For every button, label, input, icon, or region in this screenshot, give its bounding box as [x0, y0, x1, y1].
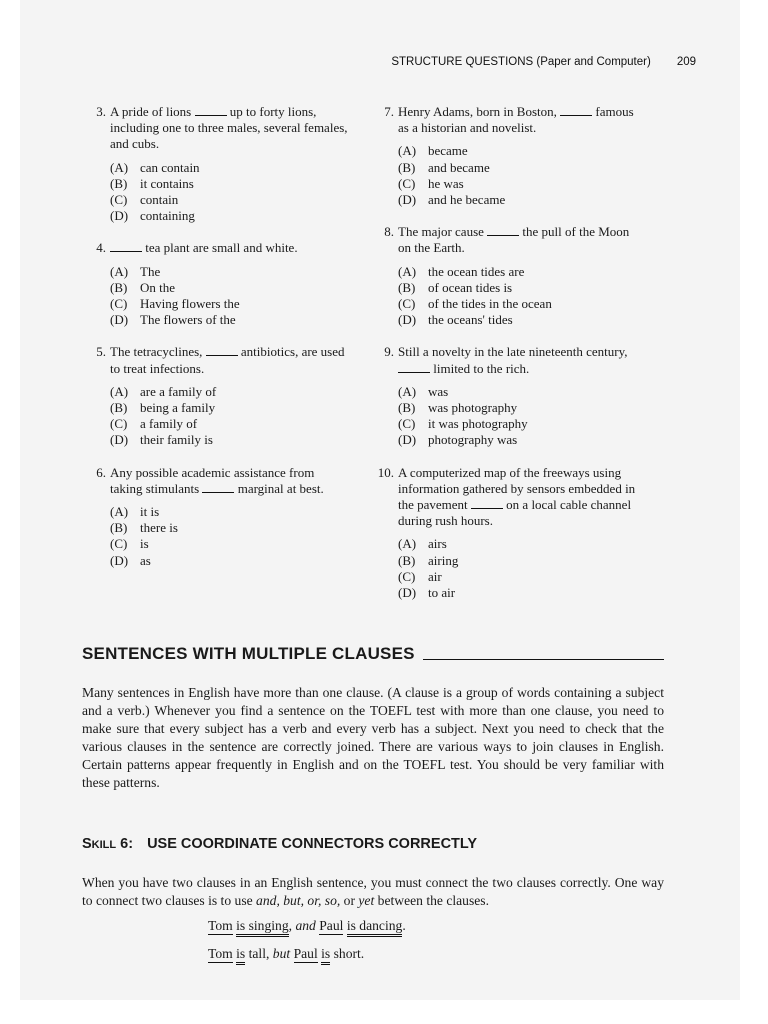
question-5: [86, 344, 348, 448]
option-b: (B) was photography: [398, 400, 518, 416]
running-head: [391, 56, 696, 68]
option-c: (C) Having flowers the: [110, 296, 240, 312]
question-8: [374, 224, 636, 328]
question-number: 6.: [96, 464, 106, 480]
answer-options: [110, 264, 348, 329]
answer-blank: [487, 225, 519, 236]
question-number: 3.: [96, 104, 106, 119]
subject: Tom: [208, 946, 233, 961]
coordinate-connector: and: [295, 918, 316, 933]
question-stem: Henry Adams, born in Boston, famous as a historian and novelist.: [398, 104, 634, 136]
option-c: (C) of the tides in the ocean: [398, 296, 552, 312]
option-d: (D) containing: [110, 208, 195, 224]
question-stem: A computerized map of the freeways using information gathered by sensors embedded in the pavement on a local cable channel during rush hours.: [398, 464, 636, 529]
connector-yet: yet: [358, 893, 375, 908]
question-10: [374, 465, 636, 602]
coordinate-connector: but: [272, 946, 291, 961]
question-number: 5.: [96, 344, 106, 360]
answer-blank: [195, 105, 227, 116]
answer-blank: [110, 241, 142, 252]
question-number: 10.: [377, 464, 394, 480]
answer-options: [110, 160, 348, 225]
option-b: (B) On the: [110, 279, 176, 295]
question-9: [374, 344, 636, 448]
question-stem: tea plant are small and white.: [110, 240, 348, 256]
option-c: (C) he was: [398, 175, 464, 191]
verb: is singing: [236, 918, 289, 937]
option-d: (D) and he became: [398, 192, 506, 208]
option-a: (A) was: [398, 383, 449, 399]
option-d: (D) photography was: [398, 432, 518, 448]
answer-options: [398, 384, 636, 449]
subject: Paul: [319, 918, 344, 933]
option-b: (B) there is: [110, 520, 178, 536]
skill-title: USE COORDINATE CONNECTORS CORRECTLY: [147, 836, 478, 852]
running-head-title: STRUCTURE QUESTIONS (Paper and Computer): [391, 56, 651, 68]
question-3: [86, 104, 348, 224]
option-a: (A) the ocean tides are: [398, 263, 525, 279]
page-number: 209: [676, 56, 696, 68]
option-d: (D) the oceans' tides: [398, 312, 513, 328]
question-stem: Still a novelty in the late nineteenth century, limited to the rich.: [398, 344, 628, 376]
verb: is: [321, 946, 330, 965]
option-a: (A) can contain: [110, 159, 200, 175]
option-c: (C) is: [110, 536, 149, 552]
example-sentence-1: Tom is singing, and Paul is dancing.: [208, 918, 406, 934]
skill-label: SKILL 6:: [82, 836, 134, 852]
question-stem: The tetracyclines, antibiotics, are used to treat infections.: [110, 344, 345, 376]
question-number: 9.: [384, 344, 394, 360]
answer-blank: [471, 498, 503, 509]
option-a: (A) The: [110, 263, 161, 279]
option-b: (B) and became: [398, 159, 490, 175]
example-sentence-2: Tom is tall, but Paul is short.: [208, 946, 364, 962]
option-c: (C) contain: [110, 192, 179, 208]
textbook-page: [20, 0, 740, 1000]
skill-heading: [82, 836, 477, 852]
option-b: (B) airing: [398, 552, 459, 568]
verb: is dancing: [347, 918, 403, 937]
option-b: (B) being a family: [110, 400, 216, 416]
option-b: (B) it contains: [110, 175, 194, 191]
question-4: [86, 240, 348, 328]
section-title: SENTENCES WITH MULTIPLE CLAUSES: [82, 644, 415, 663]
option-b: (B) of ocean tides is: [398, 279, 513, 295]
option-c: (C) it was photography: [398, 416, 528, 432]
answer-blank: [202, 482, 234, 493]
verb: is: [236, 946, 245, 965]
subject: Tom: [208, 918, 233, 933]
question-column-left: [86, 104, 348, 569]
answer-options: [110, 384, 348, 449]
question-7: [374, 104, 636, 208]
answer-blank: [560, 105, 592, 116]
question-number: 7.: [384, 104, 394, 119]
answer-options: [398, 536, 636, 601]
section-heading: [82, 644, 664, 664]
answer-blank: [206, 345, 238, 356]
option-d: (D) The flowers of the: [110, 312, 236, 328]
option-d: (D) their family is: [110, 432, 213, 448]
answer-options: [398, 143, 636, 208]
option-c: (C) air: [398, 568, 442, 584]
option-a: (A) airs: [398, 536, 447, 552]
option-a: (A) became: [398, 143, 468, 159]
answer-options: [398, 264, 636, 329]
answer-options: [110, 504, 348, 569]
section-paragraph: Many sentences in English have more than one clause. (A clause is a group of words containing a subject and a verb.) Whenever you find a sentence on the TOEFL test with more than one clause, you need to make sure that every subject has a verb and every verb has a subject. Next you need to check that the various clauses in the sentence are correctly joined. There are various ways to join clauses in English. Certain patterns appear frequently in English and on the TOEFL test. You should be very familiar with these patterns.: [82, 685, 664, 790]
option-d: (D) to air: [398, 585, 456, 601]
option-a: (A) are a family of: [110, 383, 217, 399]
subject: Paul: [293, 946, 318, 961]
option-a: (A) it is: [110, 504, 160, 520]
question-number: 8.: [384, 224, 394, 240]
question-stem: Any possible academic assistance from taking stimulants marginal at best.: [110, 464, 324, 496]
option-d: (D) as: [110, 552, 151, 568]
heading-rule: [423, 659, 664, 660]
connector-list: and, but, or, so,: [256, 893, 341, 908]
option-c: (C) a family of: [110, 416, 198, 432]
question-column-right: [374, 104, 636, 601]
skill-paragraph: When you have two clauses in an English sentence, you must connect the two clauses correctly. One way to connect two clauses is to use and, but, or, so, or yet between the clauses.: [82, 875, 664, 908]
question-number: 4.: [96, 240, 106, 256]
question-6: [86, 465, 348, 569]
question-stem: A pride of lions up to forty lions, including one to three males, several females, and cubs.: [110, 104, 348, 152]
question-stem: The major cause the pull of the Moon on the Earth.: [398, 224, 630, 256]
answer-blank: [398, 362, 430, 373]
